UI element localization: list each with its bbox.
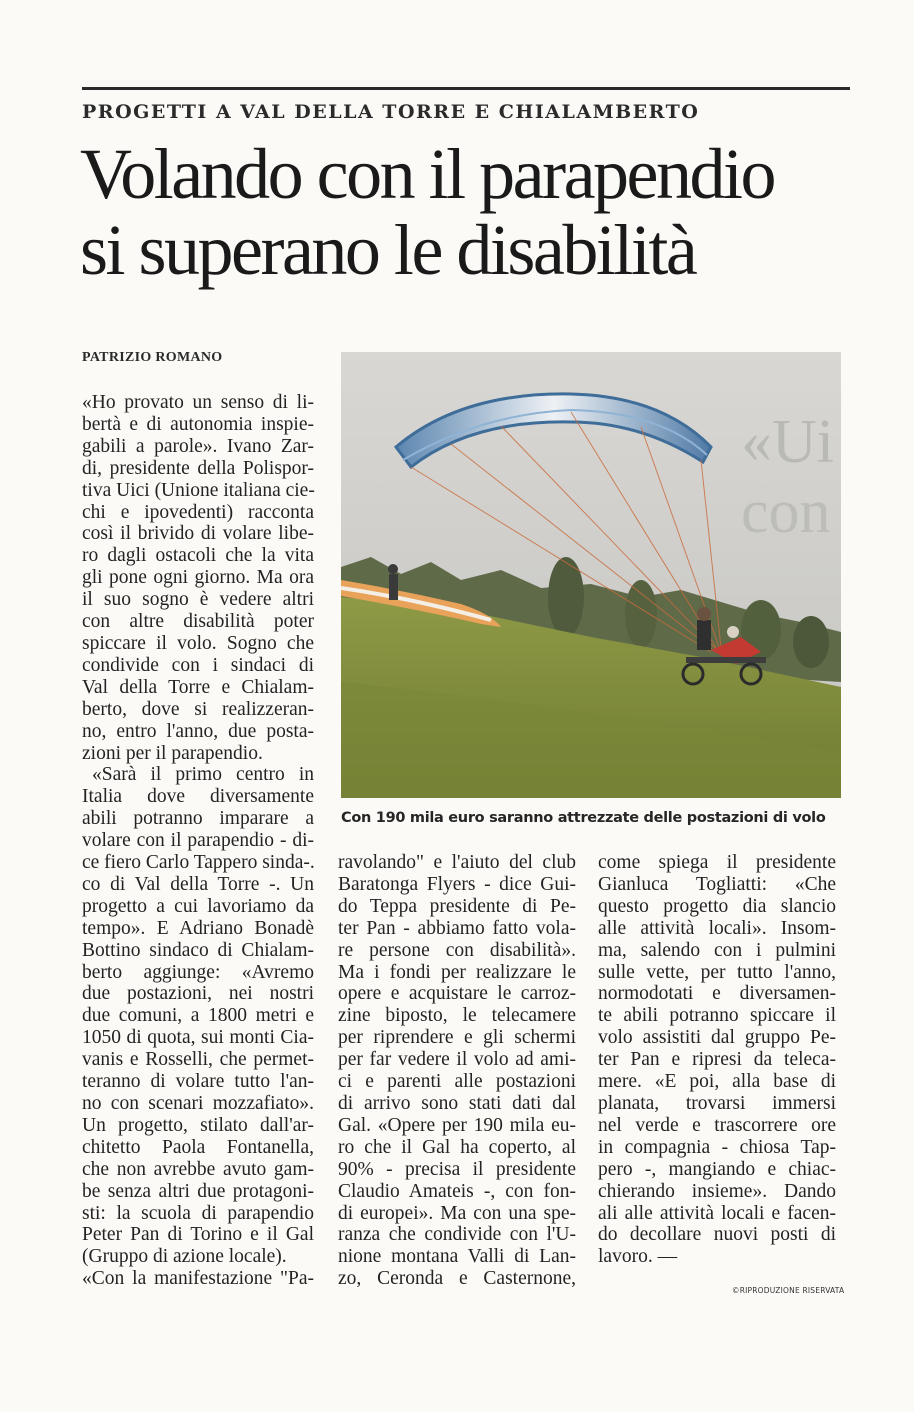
text-line: «Sarà il primo centro in bbox=[92, 764, 314, 786]
text-line: due postazioni, nei nostri bbox=[82, 983, 314, 1005]
text-line: che non avrebbe avuto gam- bbox=[82, 1158, 314, 1180]
text-line: come spiega il presidente bbox=[598, 852, 836, 873]
text-line: di europei». Ma con una spe- bbox=[338, 1202, 576, 1224]
text-line: lavoro. — bbox=[598, 1246, 678, 1268]
text-line: ro dagli ostacoli che la vita bbox=[82, 545, 314, 567]
text-line: Gianluca Togliatti: «Che bbox=[598, 873, 836, 895]
text-line: gabili a parole». Ivano Zar- bbox=[82, 435, 314, 457]
byline: PATRIZIO ROMANO bbox=[82, 350, 223, 365]
text-line: Peter Pan di Torino e il Gal bbox=[82, 1224, 314, 1246]
text-line: teranno di volare tutto l'an- bbox=[82, 1071, 314, 1093]
text-line: ter Pan e ripresi da teleca- bbox=[598, 1049, 836, 1071]
text-line: pero -, mangiando e chiac- bbox=[598, 1158, 836, 1180]
headline-line-1: Volando con il parapendio bbox=[80, 134, 774, 214]
text-line: opere e acquistare le carroz- bbox=[338, 983, 576, 1005]
text-line: Val della Torre e Chialam- bbox=[82, 676, 314, 698]
text-line: ranza che condivide con l'U- bbox=[338, 1224, 576, 1246]
text-line: condivide con i sindaci di bbox=[82, 654, 314, 676]
text-line: zioni per il parapendio. bbox=[82, 742, 263, 764]
svg-text:con: con bbox=[741, 478, 831, 546]
article-column-2 bbox=[338, 852, 576, 1290]
text-line: do decollare nuovi posti di bbox=[598, 1224, 836, 1246]
text-line: questo progetto dia slancio bbox=[598, 895, 836, 917]
headline-line-2: si superano le disabilità bbox=[80, 210, 696, 290]
text-line: di arrivo sono stati dati dal bbox=[338, 1092, 576, 1114]
top-rule bbox=[82, 87, 850, 90]
text-line: ro che il Gal ha coperto, al bbox=[338, 1136, 576, 1158]
article-column-3 bbox=[598, 852, 836, 1268]
text-line: ci e parenti alle postazioni bbox=[338, 1071, 576, 1093]
text-line: gli pone ogni giorno. Ma ora bbox=[82, 567, 314, 589]
text-line: (Gruppo di azione locale). bbox=[82, 1246, 287, 1268]
text-line: re persone con disabilità». bbox=[338, 939, 576, 961]
text-line: 1050 di quota, sui monti Cia- bbox=[82, 1027, 314, 1049]
text-line: volare con il parapendio - di- bbox=[82, 830, 314, 852]
text-line: con altre disabilità poter bbox=[82, 611, 314, 633]
article-photo bbox=[341, 352, 841, 798]
text-line: sulle vette, per tutto l'anno, bbox=[598, 961, 836, 983]
text-line: do Teppa presidente di Pe- bbox=[338, 895, 576, 917]
text-line: progetto a cui lavoriamo da bbox=[82, 895, 314, 917]
text-line: berto aggiunge: «Avremo bbox=[82, 961, 314, 983]
headline bbox=[80, 136, 870, 288]
text-line: ter Pan - abbiamo fatto vola- bbox=[338, 917, 576, 939]
text-line: tempo». E Adriano Bonadè bbox=[82, 917, 314, 939]
text-line: «Ho provato un senso di li- bbox=[82, 392, 314, 413]
text-line: il suo sogno è vedere altri bbox=[82, 589, 314, 611]
text-line: «Con la manifestazione "Pa- bbox=[82, 1268, 314, 1290]
text-line: chitetto Paola Fontanella, bbox=[82, 1136, 314, 1158]
text-line: abili potranno imparare a bbox=[82, 808, 314, 830]
text-line: Gal. «Opere per 190 mila eu- bbox=[338, 1114, 576, 1136]
copyright-notice: ©RIPRODUZIONE RISERVATA bbox=[732, 1286, 845, 1295]
text-line: volo assistiti dal gruppo Pe- bbox=[598, 1027, 836, 1049]
text-line: per riprendere e gli schermi bbox=[338, 1027, 576, 1049]
text-line: Claudio Amateis -, con fon- bbox=[338, 1180, 576, 1202]
text-line: ce fiero Carlo Tappero sinda-. bbox=[82, 852, 315, 874]
svg-text:«Ui: «Ui bbox=[741, 408, 834, 476]
text-line: nione montana Valli di Lan- bbox=[338, 1246, 576, 1268]
text-line: in compagnia - chiosa Tap- bbox=[598, 1136, 836, 1158]
text-line: no, entro l'anno, due posta- bbox=[82, 720, 314, 742]
text-line: vanis e Rosselli, che permet- bbox=[82, 1049, 314, 1071]
text-line: mere. «E poi, alla base di bbox=[598, 1071, 836, 1093]
text-line: te abili potranno spiccare il bbox=[598, 1005, 836, 1027]
text-line: normodotati e diversamen- bbox=[598, 983, 836, 1005]
text-line: zine biposto, le telecamere bbox=[338, 1005, 576, 1027]
text-line: alle attività locali». Insom- bbox=[598, 917, 836, 939]
text-line: planata, trovarsi immersi bbox=[598, 1092, 836, 1114]
text-line: per far vedere il volo ad ami- bbox=[338, 1049, 576, 1071]
text-line: zo, Ceronda e Casternone, bbox=[338, 1268, 576, 1290]
text-line: Bottino sindaco di Chialam- bbox=[82, 939, 314, 961]
article-column-1 bbox=[82, 392, 314, 1290]
text-line: Baratonga Flyers - dice Gui- bbox=[338, 873, 576, 895]
text-line: due comuni, a 1800 metri e bbox=[82, 1005, 314, 1027]
text-line: ma, salendo con i pulmini bbox=[598, 939, 836, 961]
text-line: spiccare il volo. Sogno che bbox=[82, 632, 314, 654]
text-line: così il brivido di volare libe- bbox=[82, 523, 314, 545]
text-line: chierando insieme». Dando bbox=[598, 1180, 836, 1202]
paraglider-photo-illustration bbox=[341, 352, 841, 798]
text-line: Ma i fondi per realizzare le bbox=[338, 961, 576, 983]
text-line: bertà e di autonomia inspie- bbox=[82, 413, 314, 435]
text-line: 90% - precisa il presidente bbox=[338, 1158, 576, 1180]
text-line: nel verde e trascorrere ore bbox=[598, 1114, 836, 1136]
photo-caption: Con 190 mila euro saranno attrezzate delle postazioni di volo bbox=[341, 810, 826, 826]
text-line: tiva Uici (Unione italiana cie- bbox=[82, 479, 315, 501]
text-line: chi e ipovedenti) racconta bbox=[82, 501, 314, 523]
text-line: Italia dove diversamente bbox=[82, 786, 314, 808]
text-line: no con scenari mozzafiato». bbox=[82, 1093, 314, 1114]
text-line: di, presidente della Polispor- bbox=[82, 457, 314, 479]
text-line: ravolando" e l'aiuto del club bbox=[338, 852, 576, 873]
text-line: co di Val della Torre -. Un bbox=[82, 873, 314, 895]
text-line: sti: la scuola di parapendio bbox=[82, 1202, 314, 1224]
text-line: be senza altri due protagoni- bbox=[82, 1180, 314, 1202]
text-line: Un progetto, stilato dall'ar- bbox=[82, 1114, 314, 1136]
text-line: berto, dove si realizzeran- bbox=[82, 698, 314, 720]
text-line: ali alle attività locali e facen- bbox=[598, 1202, 836, 1224]
section-label: PROGETTI A VAL DELLA TORRE E CHIALAMBERTO bbox=[82, 101, 700, 123]
